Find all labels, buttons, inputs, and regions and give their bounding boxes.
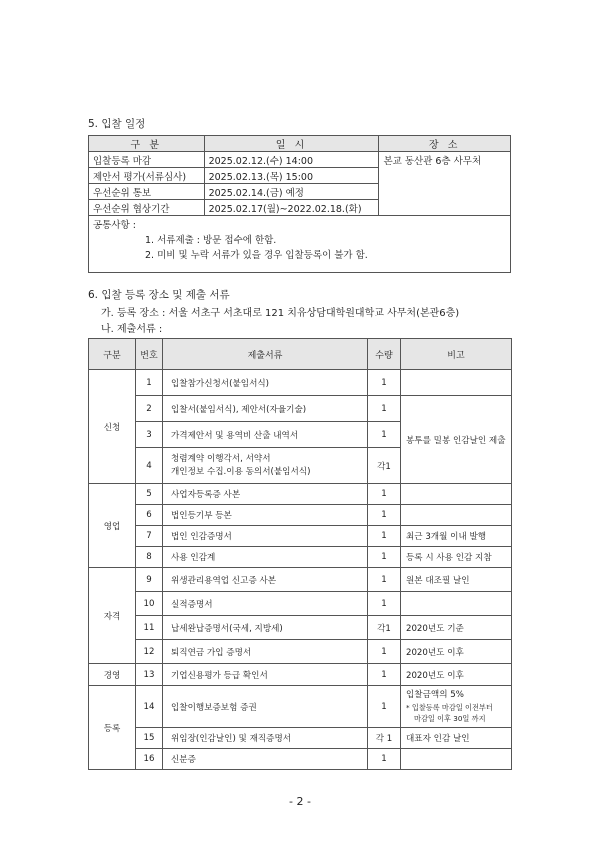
doc-qty: 1 (368, 592, 401, 616)
doc-name: 법인등기부 등본 (163, 505, 368, 526)
doc-name-line: 개인정보 수집.이용 동의서(붙임서식) (171, 466, 311, 477)
doc-name: 신분증 (163, 749, 368, 770)
doc-note (401, 686, 512, 728)
doc-qty: 1 (368, 526, 401, 547)
doc-number: 5 (136, 484, 163, 505)
doc-note (401, 484, 512, 505)
doc-number: 2 (136, 396, 163, 422)
registration-place: 가. 등록 장소 : 서울 서초구 서초대로 121 치유상담대학원대학교 사무처(본관6층) (101, 308, 460, 319)
schedule-table (88, 135, 511, 273)
schedule-label: 우선순위 통보 (89, 184, 205, 200)
schedule-label: 제안서 평가(서류심사) (89, 168, 205, 184)
note-item: 2. 미비 및 누락 서류가 있을 경우 입찰등록이 불가 함. (145, 250, 368, 261)
doc-note-line: 마감일 이후 30일 까지 (414, 714, 486, 723)
schedule-datetime: 2025.02.14.(금) 예정 (204, 184, 379, 200)
doc-number: 16 (136, 749, 163, 770)
table-row (89, 370, 512, 396)
table-row (89, 616, 512, 640)
doc-note (401, 505, 512, 526)
doc-number: 15 (136, 728, 163, 749)
section5-title: 5. 입찰 일정 (88, 118, 146, 130)
doc-qty: 1 (368, 396, 401, 422)
table-row (89, 749, 512, 770)
schedule-datetime: 2025.02.17(월)~2022.02.18.(화) (204, 200, 379, 216)
doc-name: 입찰참가신청서(붙임서식) (163, 370, 368, 396)
doc-qty: 1 (368, 664, 401, 686)
doc-qty: 1 (368, 749, 401, 770)
doc-number: 1 (136, 370, 163, 396)
doc-name: 가격제안서 및 용역비 산출 내역서 (163, 422, 368, 448)
table-row (89, 592, 512, 616)
schedule-datetime: 2025.02.13.(목) 15:00 (204, 168, 379, 184)
table-row (89, 728, 512, 749)
doc-name: 위생관리용역업 신고증 사본 (163, 568, 368, 592)
doc-number: 8 (136, 547, 163, 568)
doc-name (163, 448, 368, 484)
doc-number: 11 (136, 616, 163, 640)
section6-title: 6. 입찰 등록 장소 및 제출 서류 (88, 289, 230, 301)
common-notes (89, 216, 511, 273)
doc-number: 14 (136, 686, 163, 728)
schedule-label: 우선순위 협상기간 (89, 200, 205, 216)
note-item: 1. 서류제출 : 방문 접수에 한함. (145, 235, 277, 246)
header-quantity: 수량 (368, 339, 401, 370)
schedule-notes-row (89, 216, 511, 273)
doc-note (401, 592, 512, 616)
doc-name: 사업자등록증 사본 (163, 484, 368, 505)
doc-number: 9 (136, 568, 163, 592)
doc-qty: 1 (368, 422, 401, 448)
doc-note-line: 입찰금액의 5% (406, 690, 464, 700)
doc-qty: 각1 (368, 616, 401, 640)
category-qualification: 자격 (89, 568, 136, 664)
doc-qty: 1 (368, 505, 401, 526)
doc-name: 입찰서(붙임서식), 제안서(자율기술) (163, 396, 368, 422)
header-datetime: 일 시 (204, 136, 379, 152)
documents-header-row (89, 339, 512, 370)
doc-number: 13 (136, 664, 163, 686)
doc-qty: 1 (368, 370, 401, 396)
doc-note (401, 370, 512, 396)
schedule-label: 입찰등록 마감 (89, 152, 205, 168)
documents-table (88, 338, 512, 770)
doc-name: 위임장(인감날인) 및 재직증명서 (163, 728, 368, 749)
table-row (89, 686, 512, 728)
doc-name: 입찰이행보증보험 증권 (163, 686, 368, 728)
schedule-header-row (89, 136, 511, 152)
doc-name: 사용 인감계 (163, 547, 368, 568)
doc-number: 12 (136, 640, 163, 664)
doc-number: 10 (136, 592, 163, 616)
schedule-place: 본교 동산관 6층 사무처 (379, 152, 511, 216)
doc-number: 3 (136, 422, 163, 448)
doc-note: 봉투를 밀봉 인감날인 제출 (401, 396, 512, 484)
table-row (89, 664, 512, 686)
table-row (89, 640, 512, 664)
page-number: - 2 - (289, 795, 311, 808)
table-row (89, 547, 512, 568)
doc-note: 최근 3개월 이내 발행 (401, 526, 512, 547)
table-row (89, 526, 512, 547)
header-place: 장 소 (379, 136, 511, 152)
doc-note: 2020년도 이후 (401, 640, 512, 664)
category-management: 경영 (89, 664, 136, 686)
doc-number: 4 (136, 448, 163, 484)
doc-note: 대표자 인감 날인 (401, 728, 512, 749)
header-remarks: 비고 (401, 339, 512, 370)
header-document: 제출서류 (163, 339, 368, 370)
doc-name: 납세완납증명서(국세, 지방세) (163, 616, 368, 640)
doc-name: 퇴직연금 가입 증명서 (163, 640, 368, 664)
doc-note: 2020년도 기준 (401, 616, 512, 640)
doc-name: 기업신용평가 등급 확인서 (163, 664, 368, 686)
doc-name-line: 청렴계약 이행각서, 서약서 (171, 453, 271, 464)
schedule-datetime: 2025.02.12.(수) 14:00 (204, 152, 379, 168)
doc-note-line: * 입찰등록 마감일 이전부터 (406, 703, 493, 712)
doc-qty: 1 (368, 568, 401, 592)
doc-qty: 1 (368, 547, 401, 568)
doc-qty: 1 (368, 686, 401, 728)
doc-number: 7 (136, 526, 163, 547)
documents-title: 나. 제출서류 : (101, 324, 163, 335)
header-category: 구 분 (89, 136, 205, 152)
doc-qty: 각 1 (368, 728, 401, 749)
notes-title: 공통사항 : (93, 220, 136, 231)
doc-name: 법인 인감증명서 (163, 526, 368, 547)
doc-note: 원본 대조필 날인 (401, 568, 512, 592)
table-row (89, 484, 512, 505)
doc-note: 2020년도 이후 (401, 664, 512, 686)
table-row (89, 568, 512, 592)
category-apply: 신청 (89, 370, 136, 484)
header-number: 번호 (136, 339, 163, 370)
header-category: 구분 (89, 339, 136, 370)
doc-number: 6 (136, 505, 163, 526)
doc-name: 실적증명서 (163, 592, 368, 616)
table-row (89, 396, 512, 422)
table-row (89, 505, 512, 526)
category-business: 영업 (89, 484, 136, 568)
doc-note (401, 749, 512, 770)
doc-qty: 1 (368, 640, 401, 664)
doc-note: 등록 시 사용 인감 지참 (401, 547, 512, 568)
doc-qty: 각1 (368, 448, 401, 484)
doc-qty: 1 (368, 484, 401, 505)
category-registration: 등록 (89, 686, 136, 770)
schedule-row (89, 152, 511, 168)
